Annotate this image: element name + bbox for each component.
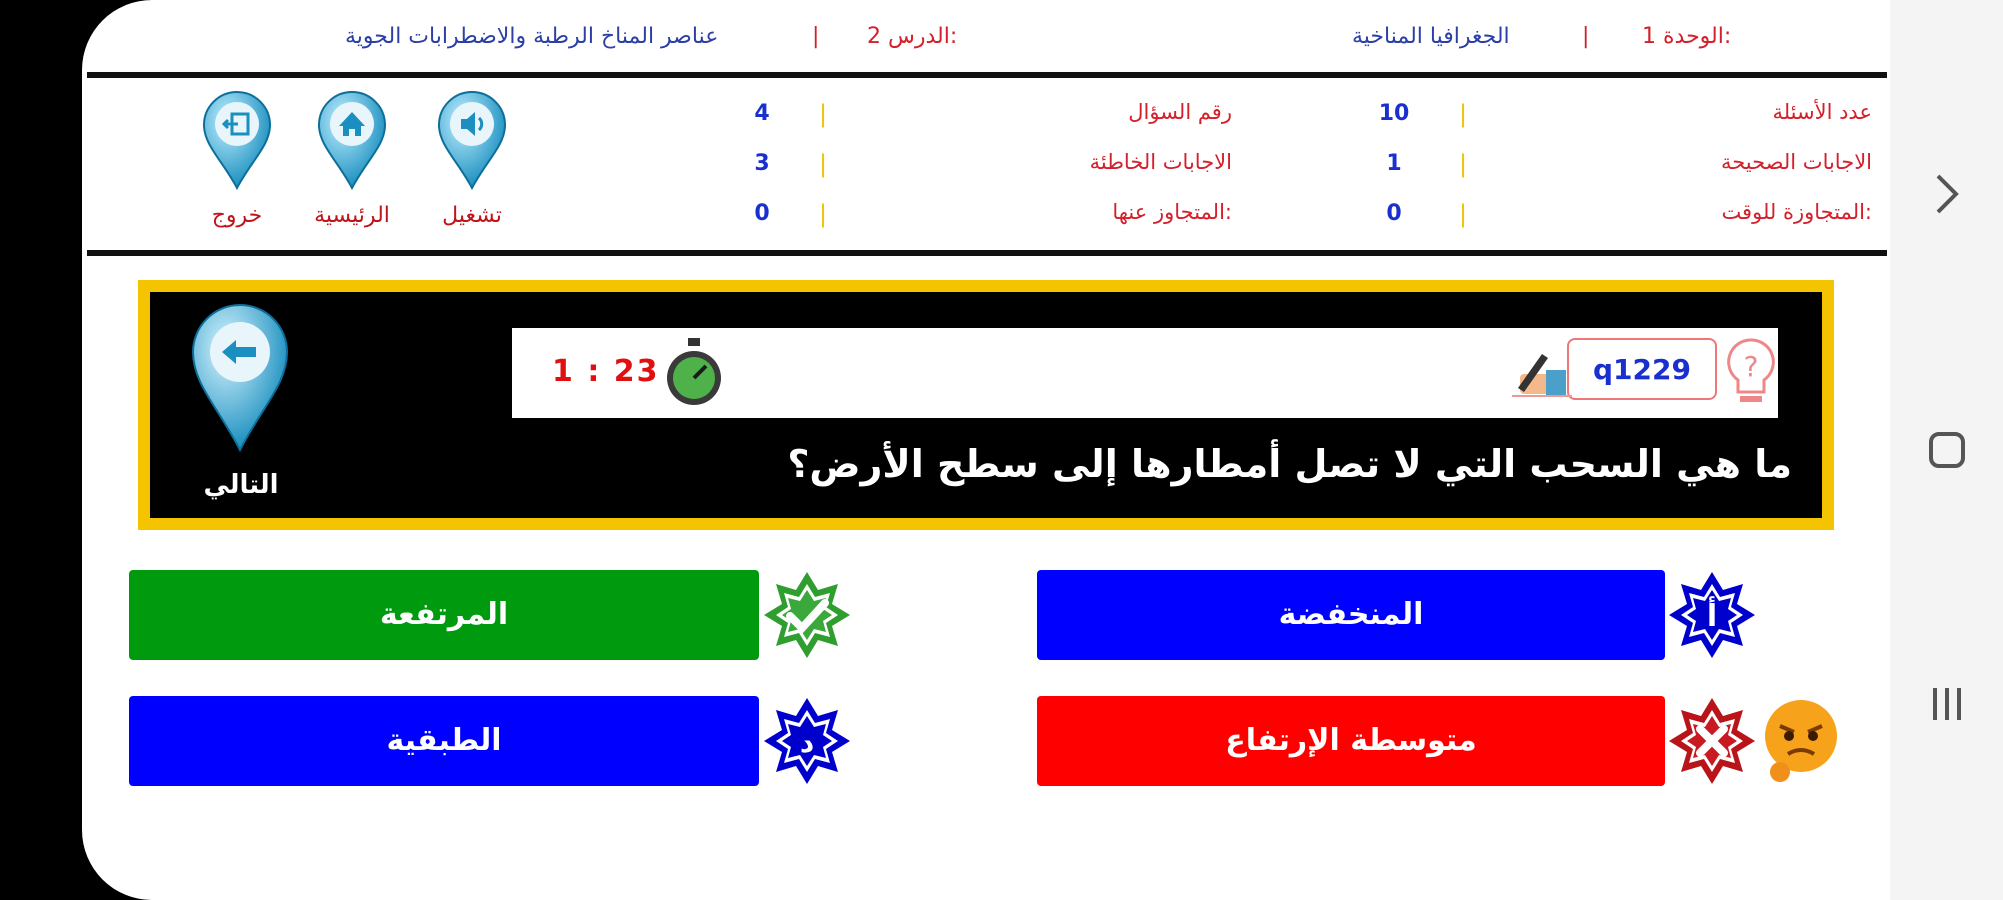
exit-icon (202, 90, 272, 190)
option-a-button[interactable] (1037, 570, 1665, 660)
stopwatch-icon (662, 336, 726, 408)
unit-name: الجغرافيا المناخية (1352, 24, 1510, 49)
correct-answers-label: الاجابات الصحيحة (1720, 150, 1872, 174)
option-d-text: الطبقية (386, 723, 502, 758)
unit-label: الوحدة 1: (1642, 24, 1732, 49)
writing-hand-icon (1512, 348, 1572, 398)
separator: | (1459, 200, 1468, 228)
option-c-button[interactable] (1037, 696, 1665, 786)
total-questions-label: عدد الأسئلة (1772, 100, 1872, 124)
option-b-button[interactable] (129, 570, 759, 660)
recent-apps-button[interactable] (1890, 684, 2003, 728)
separator: | (819, 100, 828, 128)
option-d-button[interactable] (129, 696, 759, 786)
back-arrow-icon (190, 302, 290, 452)
cross-icon (1667, 696, 1757, 786)
separator: | (819, 200, 828, 228)
next-button[interactable] (190, 302, 290, 452)
play-label: تشغيل (442, 203, 502, 228)
question-number-label: رقم السؤال (1128, 100, 1232, 124)
lightbulb-question-icon (1724, 336, 1778, 410)
home-nav-button[interactable] (1890, 430, 2003, 474)
divider (87, 250, 1887, 256)
timer: 1 : 23 (552, 354, 660, 389)
speaker-icon (437, 90, 507, 190)
divider (87, 72, 1887, 78)
question-code: q1229 (1567, 338, 1717, 400)
option-a-letter: أ (1706, 599, 1718, 634)
correct-answers-value: 1 (1386, 151, 1402, 176)
total-questions-value: 10 (1378, 101, 1410, 126)
chevron-right-icon (1932, 172, 1962, 216)
option-d-letter-badge (762, 696, 852, 786)
wrong-answers-label: الاجابات الخاطئة (1089, 150, 1232, 174)
system-navigation-bar (1890, 0, 2003, 900)
option-b-text: المرتفعة (379, 597, 509, 632)
question-text: ما هي السحب التي لا تصل أمطارها إلى سطح الأرض؟ (787, 442, 1792, 486)
svg-text:?: ? (1743, 350, 1759, 383)
wrong-answers-value: 3 (754, 151, 770, 176)
lesson-label: الدرس 2: (867, 24, 958, 49)
play-button[interactable] (437, 90, 507, 190)
question-panel (138, 280, 1834, 530)
option-a-letter-badge (1667, 570, 1757, 660)
option-d-letter: د (799, 726, 815, 759)
home-label: الرئيسية (314, 203, 390, 228)
question-number-value: 4 (754, 101, 770, 126)
option-c-text: متوسطة الإرتفاع (1225, 723, 1477, 758)
square-icon (1927, 430, 1967, 470)
recent-apps-icon (1927, 684, 1967, 724)
check-icon (762, 570, 852, 660)
back-nav-button[interactable] (1890, 172, 2003, 220)
next-label: التالي (203, 470, 279, 500)
separator: | (819, 150, 828, 178)
skipped-value: 0 (754, 201, 770, 226)
timeout-label: المتجاوزة للوقت: (1721, 200, 1872, 224)
angry-emoji-icon (1760, 696, 1842, 784)
exit-label: خروج (211, 203, 263, 228)
separator: | (812, 24, 820, 49)
separator: | (1459, 150, 1468, 178)
exit-button[interactable] (202, 90, 272, 190)
separator: | (1459, 100, 1468, 128)
timeout-value: 0 (1386, 201, 1402, 226)
home-button[interactable] (317, 90, 387, 190)
question-info-strip (512, 328, 1778, 418)
lesson-name: عناصر المناخ الرطبة والاضطرابات الجوية (345, 24, 719, 49)
app-screen (82, 0, 1890, 900)
skipped-label: المتجاوز عنها: (1112, 200, 1232, 224)
option-a-text: المنخفضة (1278, 597, 1424, 632)
separator: | (1582, 24, 1590, 49)
question-inner (150, 292, 1822, 518)
home-icon (317, 90, 387, 190)
